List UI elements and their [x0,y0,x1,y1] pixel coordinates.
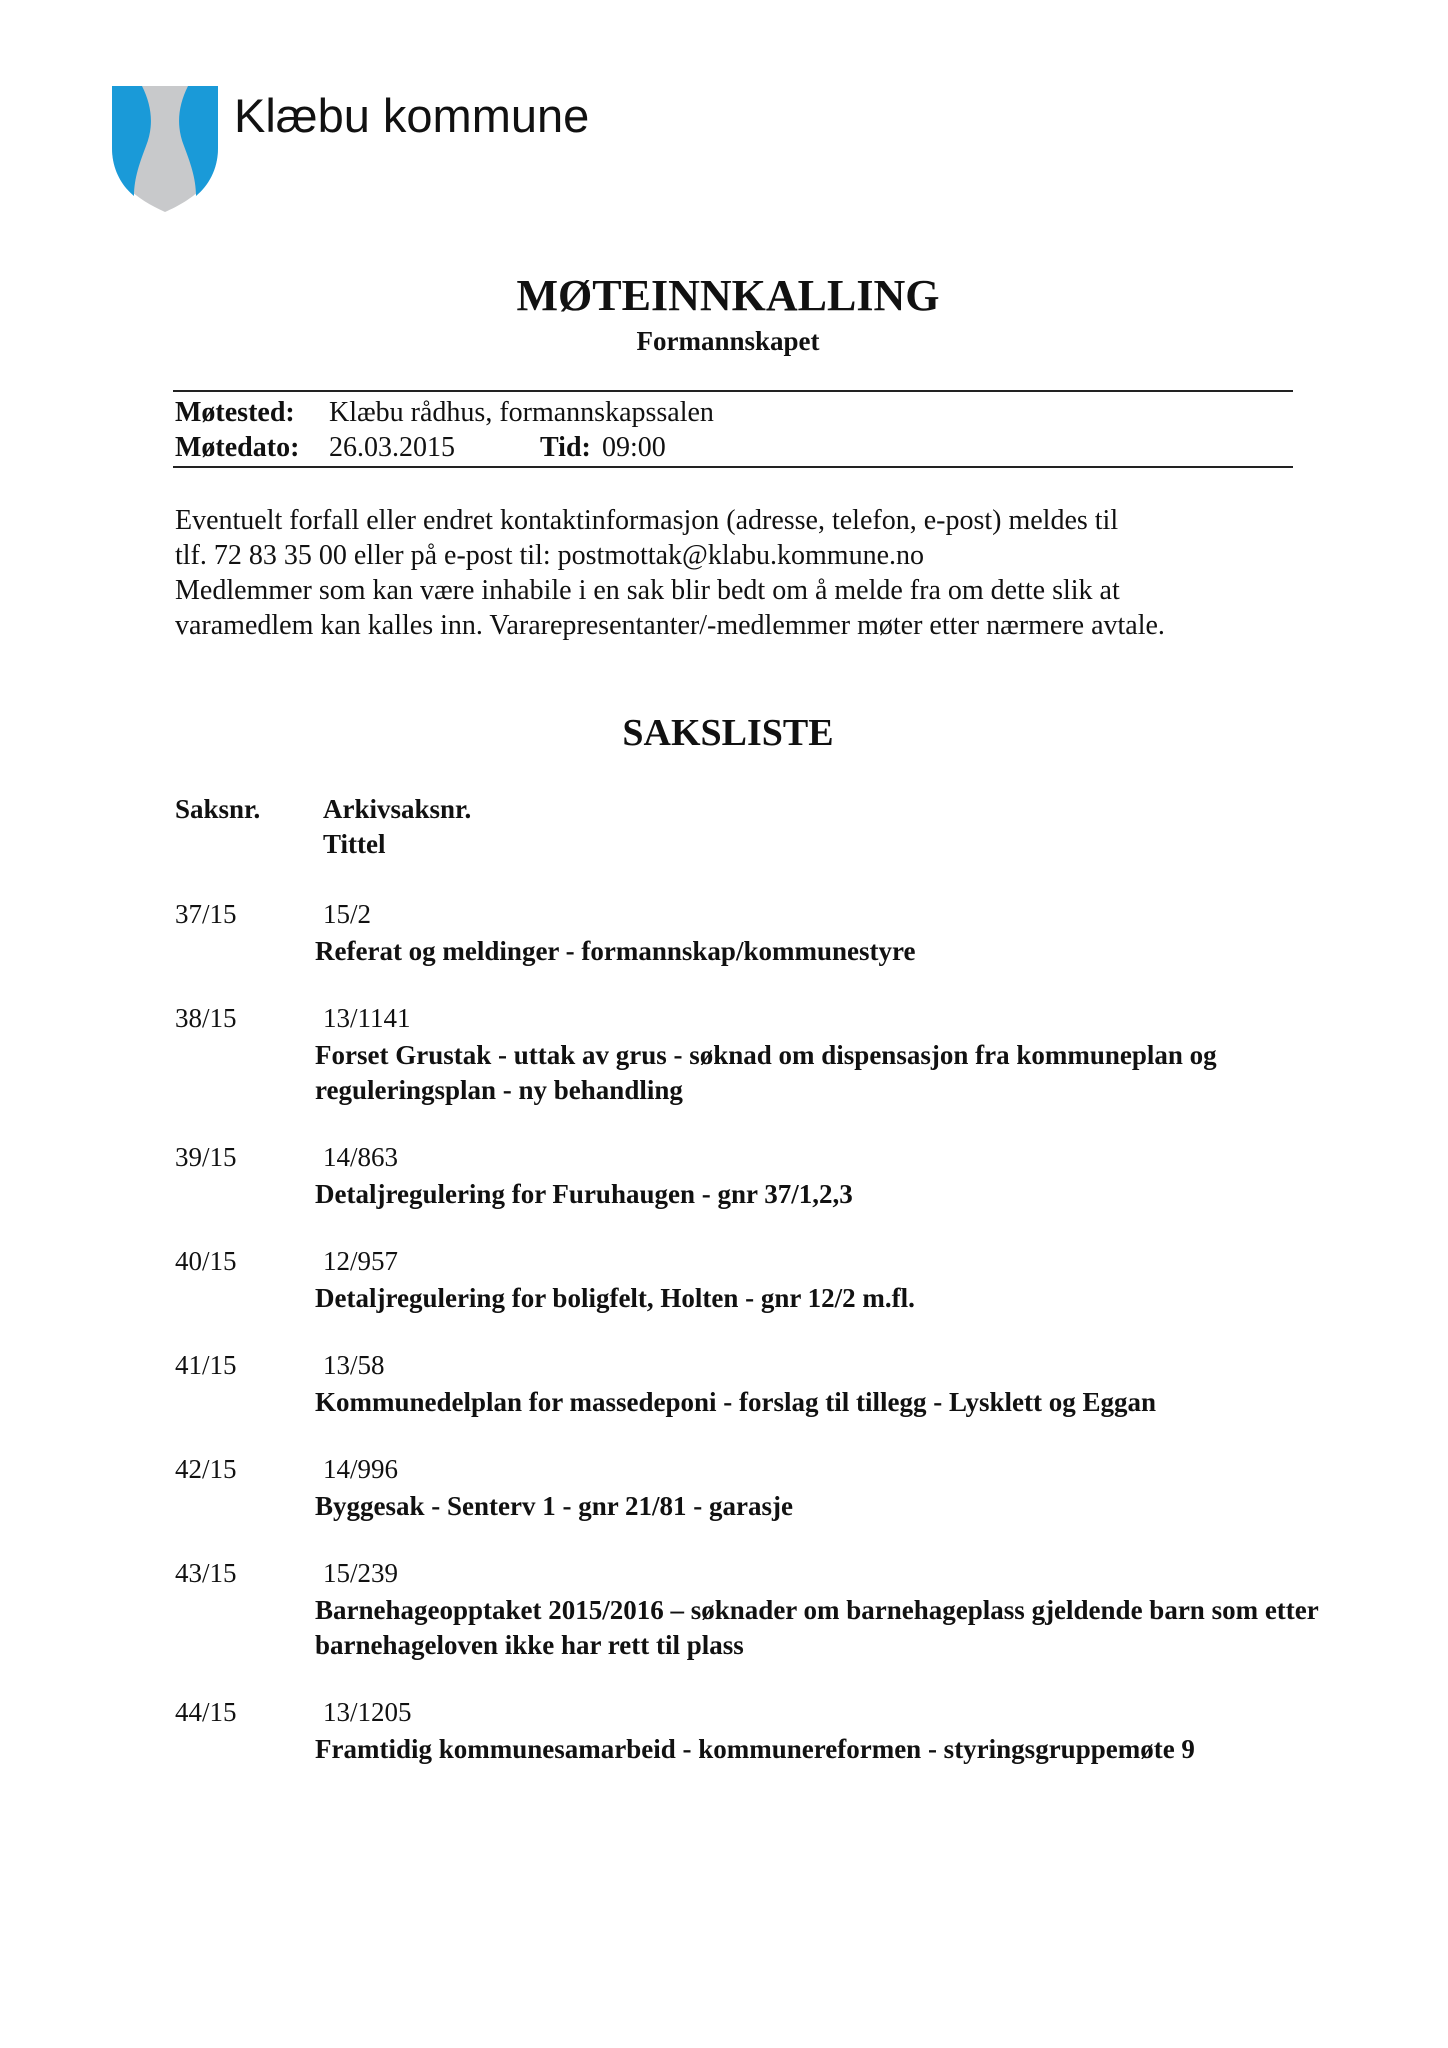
agenda-item-saksnr: 42/15 [175,1454,237,1484]
agenda-item-arkivsaksnr: 13/1141 [323,1003,411,1033]
agenda-item-saksnr: 41/15 [175,1350,237,1380]
meeting-time-label: Tid: [540,432,591,463]
agenda-item-title: Forset Grustak - uttak av grus - søknad om dispensasjon fra kommuneplan og reguleringsplan - ny behandling [315,1040,1217,1105]
agenda-item-title: Barnehageopptaket 2015/2016 – søknader om barnehageplass gjeldende barn som etter barnehageloven ikke har rett til plass [315,1595,1319,1660]
agenda-item-saksnr: 39/15 [175,1142,237,1172]
agenda-item-title: Detaljregulering for Furuhaugen - gnr 37/1,2,3 [315,1179,853,1209]
meeting-place-label: Møtested: [175,397,295,428]
meta-rule-top [173,390,1293,392]
agenda-item-saksnr: 37/15 [175,899,237,929]
column-header-arkivsaksnr: Arkivsaksnr. [323,794,472,824]
notice-paragraph [175,503,1305,643]
meeting-date-label: Møtedato: [175,432,300,463]
agenda-item-arkivsaksnr: 13/58 [323,1350,385,1380]
notice-line: tlf. 72 83 35 00 eller på e-post til: postmottak@klabu.kommune.no [175,540,925,571]
agenda-item-arkivsaksnr: 14/996 [323,1454,399,1484]
notice-line: Medlemmer som kan være inhabile i en sak blir bedt om å melde fra om dette slik at [175,575,1120,606]
document-subtitle: Formannskapet [636,326,820,356]
agenda-item-saksnr: 38/15 [175,1003,237,1033]
agenda-item-title: Detaljregulering for boligfelt, Holten - gnr 12/2 m.fl. [315,1283,915,1313]
meeting-time-value: 09:00 [602,432,666,463]
meeting-date-value: 26.03.2015 [329,432,455,463]
agenda-item-title: Referat og meldinger - formannskap/kommunestyre [315,936,916,966]
column-header-saksnr: Saksnr. [175,794,261,824]
notice-line: Eventuelt forfall eller endret kontaktinformasjon (adresse, telefon, e-post) meldes til [175,505,1119,536]
column-header-tittel: Tittel [323,829,386,859]
agenda-item-title: Framtidig kommunesamarbeid - kommunereformen - styringsgruppemøte 9 [315,1734,1195,1764]
klaebu-coat-of-arms-icon [112,86,218,212]
agenda-title: SAKSLISTE [622,712,834,754]
agenda-item-arkivsaksnr: 14/863 [323,1142,399,1172]
agenda-item-arkivsaksnr: 15/239 [323,1558,399,1588]
document-title: MØTEINNKALLING [516,271,940,320]
meta-rule-bottom [173,466,1293,468]
agenda-item-arkivsaksnr: 15/2 [323,899,372,929]
agenda-item-arkivsaksnr: 13/1205 [323,1697,412,1727]
organization-name: Klæbu kommune [234,89,590,142]
agenda-item-title: Byggesak - Senterv 1 - gnr 21/81 - garasje [315,1491,793,1521]
meeting-place-row [175,397,714,429]
agenda-item-saksnr: 44/15 [175,1697,237,1727]
meeting-date-row [175,432,666,464]
agenda-item-saksnr: 40/15 [175,1246,237,1276]
agenda-item-title: Kommunedelplan for massedeponi - forslag til tillegg - Lysklett og Eggan [315,1387,1157,1417]
agenda-item-saksnr: 43/15 [175,1558,237,1588]
meeting-place-value: Klæbu rådhus, formannskapssalen [329,397,714,428]
notice-line: varamedlem kan kalles inn. Vararepresentanter/-medlemmer møter etter nærmere avtale. [175,610,1165,641]
agenda-item-arkivsaksnr: 12/957 [323,1246,399,1276]
